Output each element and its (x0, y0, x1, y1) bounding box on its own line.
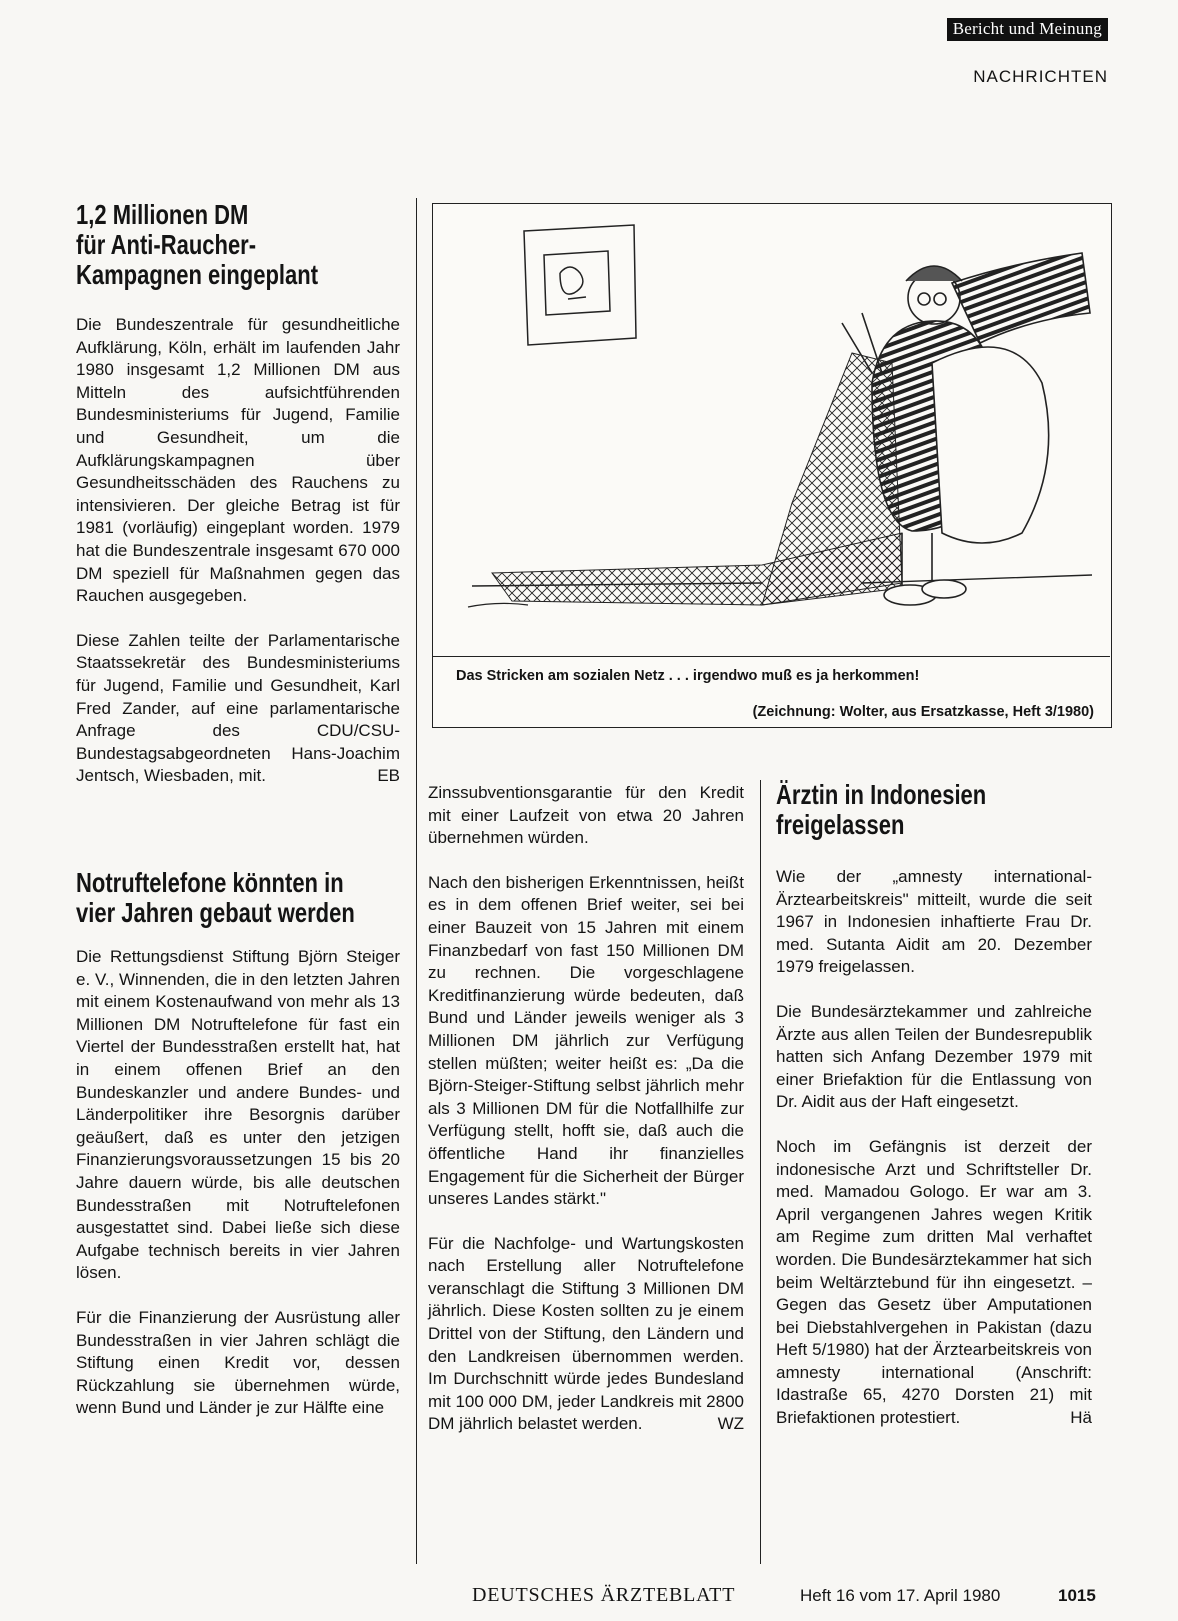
author-signature: Hä (1070, 1408, 1092, 1428)
column-rule (760, 780, 761, 1564)
headline-line: freigelassen (776, 809, 905, 840)
cartoon-drawing (432, 203, 1110, 656)
paragraph-text: Noch im Gefängnis ist derzeit der indonesische Arzt und Schriftsteller Dr. med. Mamadou Gologo. Er war am 3. April vergangenen Jahres wegen Kritik am Regime zum dritten Mal verhaftet worden. Die Bundesärztekammer hat sich beim Weltärztebund für ihn eingesetzt. – Gegen das Gesetz über Amputationen bei Diebstahlvergehen in Pakistan (dazu Heft 5/1980) hat der Ärztearbeitskreis von amnesty international (Anschrift: Idastraße 65, 4270 Dorsten 21) mit Briefaktionen protestiert. (776, 1136, 1092, 1428)
paragraph: Nach den bisherigen Erkenntnissen, heißt es in dem offenen Brief weiter, sei bei einer Bauzeit von 15 Jahren mit einem Finanzbedarf von fast 150 Millionen DM zu rechnen. Die vorgeschlagene Kreditfinanzierung würde bedeuten, daß Bund und Länder jeweils weniger als 3 Millionen DM jährlich zur Verfügung stellen müßten; weiter heißt es: „Da die Björn-Steiger-Stiftung selbst jährlich mehr als 3 Millionen DM für die Notfallhilfe zur Verfügung stellt, hofft sie, daß auch die öffentliche Hand ihr finanzielles Engagement für die Sicherheit der Bürger unseres Landes stärkt." (428, 872, 744, 1209)
column-right (776, 780, 1092, 1430)
paragraph (428, 1233, 744, 1436)
issue-info: Heft 16 vom 17. April 1980 (800, 1586, 1001, 1605)
paragraph: Die Rettungsdienst Stiftung Björn Steiger e. V., Winnenden, die in den letzten Jahren mit einem Kostenaufwand von mehr als 13 Millionen DM Notruftelefone für fast ein Viertel der Bundesstraßen erstellt hat, hat in einem offenen Brief an den Bundeskanzler und andere Bundes- und Länderpolitiker ihre Besorgnis darüber geäußert, daß es unter den jetzigen Finanzierungsvoraussetzungen 15 bis 20 Jahre dauern würde, bis alle deutschen Bundesstraßen mit Notruftelefonen ausgestattet sind. Dabei ließe sich diese Aufgabe technisch bereits in vier Jahren lösen. (76, 947, 400, 1283)
headline-line: Kampagnen eingeplant (76, 259, 319, 290)
paragraph: Für die Finanzierung der Ausrüstung aller Bundesstraßen in vier Jahren schlägt die Stiftung einen Kredit vor, dessen Rückzahlung sie übernehmen würde, wenn Bund und Länder je zur Hälfte eine (76, 1307, 400, 1418)
cartoon-credit: (Zeichnung: Wolter, aus Ersatzkasse, Heft 3/1980) (752, 704, 1094, 720)
wall-picture (524, 225, 636, 345)
paragraph-text: Für die Nachfolge- und Wartungskosten nach Erstellung aller Notruftelefone veranschlagt die Stiftung 3 Millionen DM jährlich. Diese Kosten sollten zu je einem Drittel von der Stiftung, den Ländern und den Landkreisen übernommen werden. Im Durchschnitt würde jedes Bundesland mit 100 000 DM, jeder Landkreis mit 2800 DM jährlich belastet werden. (428, 1233, 744, 1434)
cartoon-caption: Das Stricken am sozialen Netz . . . irgendwo muß es ja herkommen! (456, 668, 920, 684)
headline-line: 1,2 Millionen DM (76, 199, 249, 230)
author-signature: EB (377, 766, 400, 786)
headline-line: Notruftelefone könnten in (76, 867, 344, 898)
article-emergency-phones (76, 868, 400, 1420)
column-rule (416, 198, 417, 1564)
paragraph (76, 630, 400, 788)
column-middle (428, 782, 744, 1436)
paragraph-text: Diese Zahlen teilte der Parlamentarische Staatssekretär des Bundesministeriums für Jugend, Familie und Gesundheit, Karl Fred Zander, auf eine parlamentarische Anfrage des CDU/CSU-Bundestagsabgeordneten Hans-Joachim Jentsch, Wiesbaden, mit. (76, 630, 400, 786)
cartoon-illustration (432, 203, 1110, 657)
article-anti-smoking (76, 200, 400, 788)
author-signature: WZ (717, 1414, 744, 1434)
paragraph (776, 1136, 1092, 1430)
headline-line: für Anti-Raucher- (76, 229, 257, 260)
journal-name: DEUTSCHES ÄRZTEBLATT (472, 1584, 736, 1606)
column-left (76, 199, 400, 1418)
paragraph: Die Bundeszentrale für gesundheitliche Aufklärung, Köln, erhält im laufenden Jahr 1980 insgesamt 1,2 Millionen DM aus Mitteln des aufsichtführenden Bundesministeriums für Jugend, Familie und Gesundheit, um die Aufklärungskampagnen über Gesundheitsschäden des Rauchens zu intensivieren. Der gleiche Betrag ist für 1981 (vorläufig) eingeplant worden. 1979 hat die Bundeszentrale insgesamt 670 000 DM speziell für Maßnahmen gegen das Rauchen ausgegeben. (76, 315, 400, 606)
page-number: 1015 (1058, 1586, 1096, 1605)
headline-line: vier Jahren gebaut werden (76, 897, 355, 928)
headline-line: Ärztin in Indonesien (776, 779, 987, 810)
paragraph: Wie der „amnesty international-Ärztearbeitskreis" mitteilt, wurde die seit 1967 in Indonesien inhaftierte Frau Dr. med. Sutanta Aidit am 20. Dezember 1979 freigelassen. (776, 867, 1092, 977)
paragraph: Die Bundesärztekammer und zahlreiche Ärzte aus allen Teilen der Bundesrepublik hatten sich Anfang Dezember 1979 mit einer Briefaktion für die Entlassung von Dr. Aidit aus der Haft eingesetzt. (776, 1001, 1092, 1112)
section-badge: Bericht und Meinung (947, 18, 1108, 41)
section-label: NACHRICHTEN (973, 67, 1108, 86)
paragraph: Zinssubventionsgarantie für den Kredit mit einer Laufzeit von etwa 20 Jahren übernehmen würden. (428, 783, 744, 848)
